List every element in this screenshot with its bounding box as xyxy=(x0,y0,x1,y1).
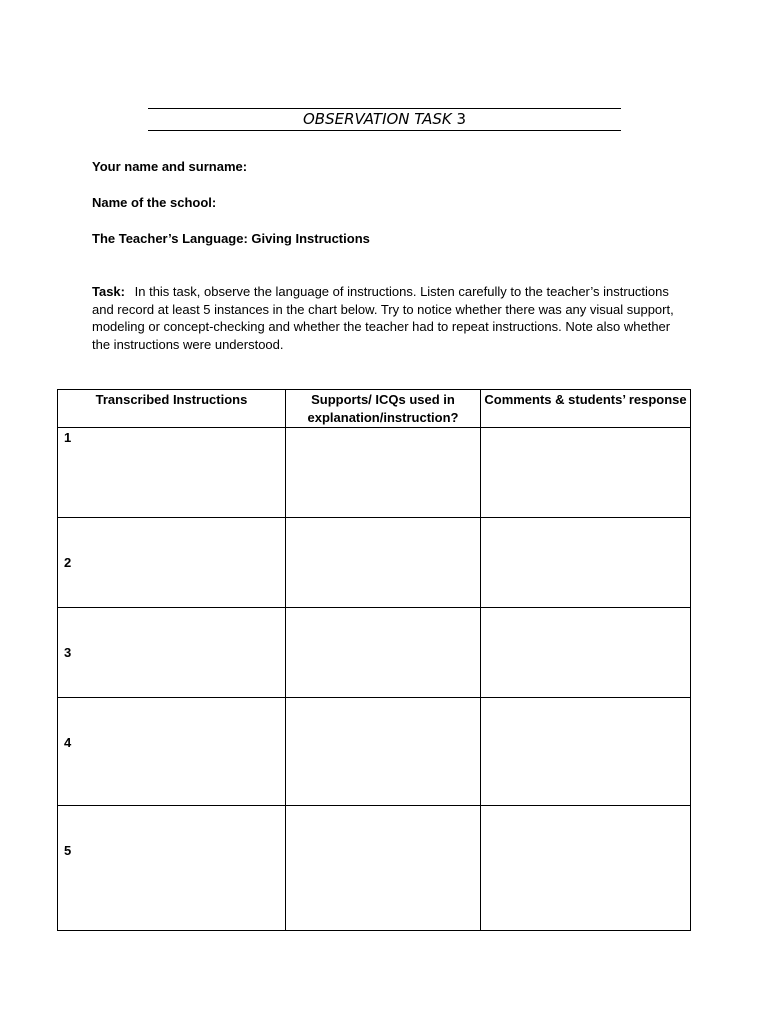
table-row xyxy=(58,806,691,931)
task-text: In this task, observe the language of instructions. Listen carefully to the teacher’s instructions and record at least 5 instances in the chart below. Try to notice whether there was any visual support, modeling or concept-checking and whether the teacher had to repeat instructions. Note also whether the instructions were understood. xyxy=(92,284,674,352)
row-number: 2 xyxy=(64,555,72,570)
comments-cell[interactable] xyxy=(481,518,691,608)
table-header-row xyxy=(58,390,691,428)
column-header-supports: Supports/ ICQs used in explanation/instruction? xyxy=(286,390,481,428)
row-number-cell[interactable] xyxy=(58,608,286,698)
supports-cell[interactable] xyxy=(286,608,481,698)
supports-cell[interactable] xyxy=(286,428,481,518)
observation-table xyxy=(57,389,691,931)
school-field-label: Name of the school: xyxy=(92,195,217,210)
task-paragraph xyxy=(92,283,682,353)
table-row xyxy=(58,428,691,518)
row-number-cell[interactable] xyxy=(58,428,286,518)
table-row xyxy=(58,518,691,608)
column-header-comments: Comments & students’ response xyxy=(481,390,691,428)
name-field-label: Your name and surname: xyxy=(92,159,248,174)
title-text: OBSERVATION TASK xyxy=(302,110,452,128)
comments-cell[interactable] xyxy=(481,806,691,931)
supports-cell[interactable] xyxy=(286,518,481,608)
comments-cell[interactable] xyxy=(481,698,691,806)
row-number-cell[interactable] xyxy=(58,806,286,931)
row-number-cell[interactable] xyxy=(58,698,286,806)
column-header-transcribed: Transcribed Instructions xyxy=(58,390,286,428)
comments-cell[interactable] xyxy=(481,428,691,518)
row-number: 1 xyxy=(64,430,72,445)
page-title xyxy=(148,109,621,130)
title-block xyxy=(148,108,621,131)
table-row xyxy=(58,608,691,698)
title-number: 3 xyxy=(456,110,467,128)
supports-cell[interactable] xyxy=(286,806,481,931)
row-number: 3 xyxy=(64,645,72,660)
supports-cell[interactable] xyxy=(286,698,481,806)
row-number: 5 xyxy=(64,843,72,858)
table-row xyxy=(58,698,691,806)
row-number: 4 xyxy=(64,735,72,750)
row-number-cell[interactable] xyxy=(58,518,286,608)
comments-cell[interactable] xyxy=(481,608,691,698)
topic-heading: The Teacher’s Language: Giving Instructions xyxy=(92,231,370,246)
task-label: Task: xyxy=(92,284,125,299)
